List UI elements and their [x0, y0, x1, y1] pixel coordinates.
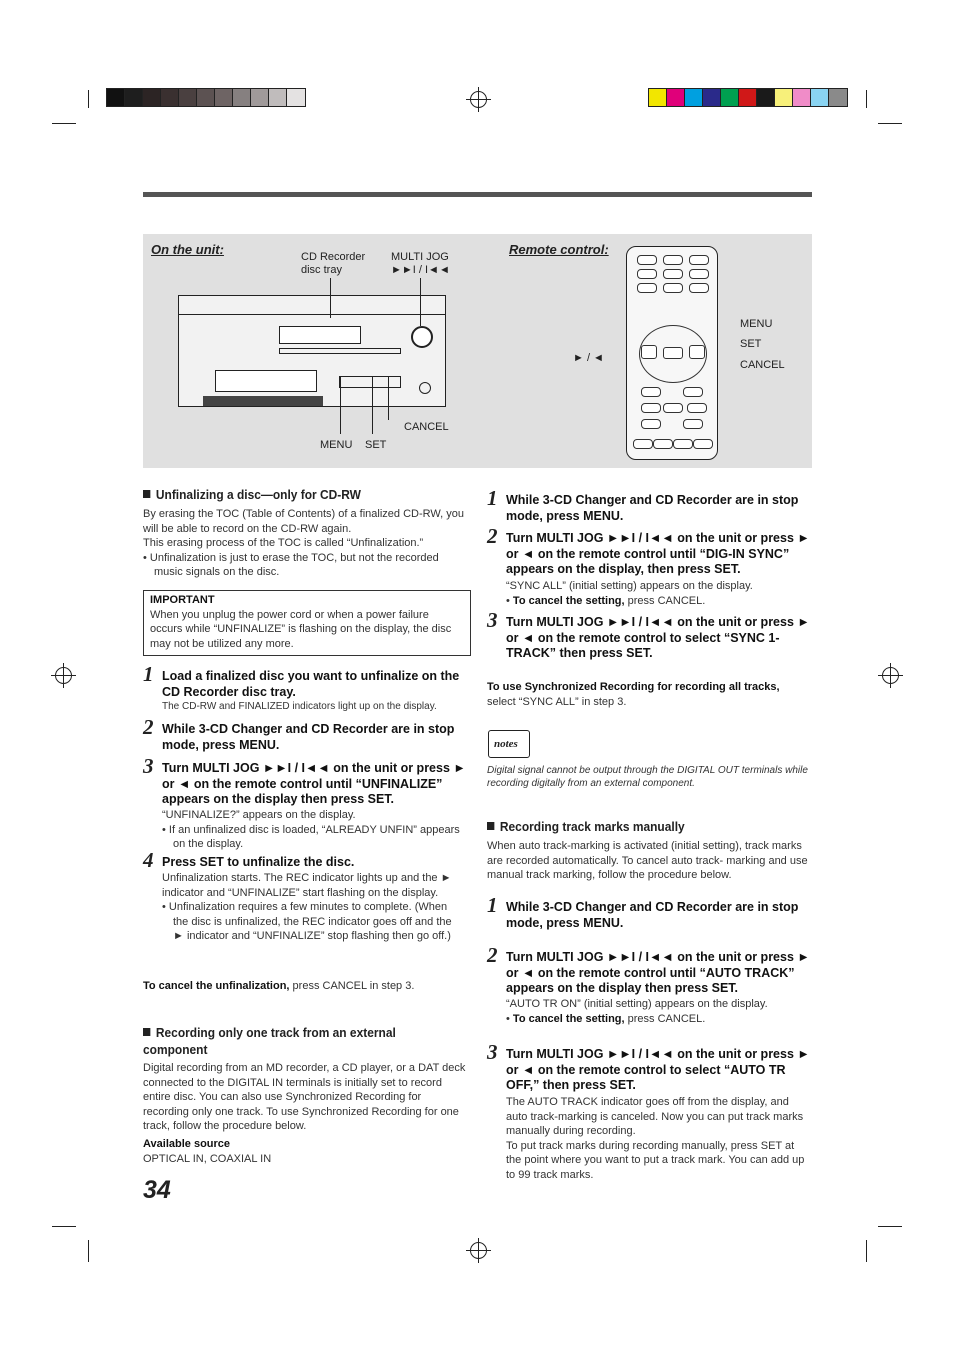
color-swatch [286, 88, 306, 107]
remote-header: Remote control: [509, 242, 609, 257]
remote-set-button [663, 347, 683, 359]
color-swatch [268, 88, 288, 107]
available-source: Available source OPTICAL IN, COAXIAL IN [143, 1138, 272, 1165]
label-set-unit: SET [365, 439, 387, 451]
sync-all-note: To use Synchronized Recording for recording all tracks, select “SYNC ALL” in step 3. [487, 681, 780, 708]
color-swatch [774, 88, 794, 107]
color-swatch [810, 88, 830, 107]
color-swatch [196, 88, 216, 107]
registration-mark [882, 667, 899, 684]
unfinalize-intro: By erasing the TOC (Table of Contents) of a finalized CD-RW, you will be able to record on the CD-RW again. This erasing process of the TOC is called “Unfinalization.” • Unfinalization is just to erase the TOC, but not the recorded music signals on the disc. [143, 508, 464, 578]
remote-button [663, 269, 683, 279]
section-track-marks-title: Recording track marks manually [487, 819, 685, 834]
step-note: “UNFINALIZE?” appears on the display. • If an unfinalized disc is loaded, “ALREADY UNFIN” appears on the display. [162, 809, 460, 850]
unit-header: On the unit: [151, 242, 224, 257]
color-swatch [738, 88, 758, 107]
remote-button [637, 255, 657, 265]
remote-button [673, 439, 693, 449]
remote-button [689, 283, 709, 293]
label-set-remote: SET [740, 338, 762, 350]
registration-mark [470, 91, 487, 108]
step-number: 4 [143, 848, 154, 872]
track-marks-intro: When auto track-marking is activated (initial setting), track marks are recorded automatically. To cancel auto track- marking and use manual track marking, follow the procedure below. [487, 840, 808, 881]
step-number: 3 [487, 608, 498, 632]
color-swatch [648, 88, 668, 107]
step-number: 3 [487, 1040, 498, 1064]
step-text: Turn MULTI JOG ►►I / I◄◄ on the unit or press ► or ◄ on the remote control until “DIG-IN SYNC” appears on the display, then press SET. [506, 531, 810, 576]
step-note: The CD-RW and FINALIZED indicators light up on the display. [162, 701, 437, 712]
crop-mark [52, 1226, 76, 1227]
step-number: 2 [487, 943, 498, 967]
registration-mark [470, 1242, 487, 1259]
color-swatch [160, 88, 180, 107]
unit-buttons [339, 376, 401, 388]
color-swatch [232, 88, 252, 107]
step-text: Turn MULTI JOG ►►I / I◄◄ on the unit or press ► or ◄ on the remote control until “UNFINALIZE” appears on the display then press SET. [162, 761, 466, 806]
remote-button [689, 255, 709, 265]
remote-button [641, 387, 661, 397]
leader-line [388, 376, 389, 420]
color-swatch [106, 88, 126, 107]
crop-mark [52, 123, 76, 124]
unit-lower-panel [215, 370, 317, 392]
color-swatch [250, 88, 270, 107]
label-cancel-unit: CANCEL [404, 421, 449, 433]
remote-left-button [641, 345, 657, 359]
remote-button [663, 255, 683, 265]
cd-unit-illustration [178, 295, 446, 407]
step-number: 3 [143, 754, 154, 778]
leader-line [420, 278, 421, 326]
step-text: Press SET to unfinalize the disc. [162, 855, 355, 869]
section-one-track-title: Recording only one track from an external component [143, 1025, 396, 1057]
step-note: “AUTO TR ON” (initial setting) appears on the display. • To cancel the setting, press CANCEL. [506, 998, 768, 1025]
step-text: Turn MULTI JOG ►►I / I◄◄ on the unit or press ► or ◄ on the remote control to select “SYNC 1-TRACK” then press SET. [506, 615, 810, 660]
power-knob [419, 382, 431, 394]
crop-mark [866, 1240, 867, 1262]
important-content: IMPORTANT When you unplug the power cord or when a power failure occurs while “UNFINALIZE” is flashing on the display, the disc may not be utilized any more. [150, 594, 452, 650]
remote-button [689, 269, 709, 279]
step-note: The AUTO TRACK indicator goes off from the display, and auto track-marking is canceled. Now you can put track marks manually during recording. To put track marks during recording manually, press SET at the point where you want to put a track mark. You can add up to 99 track marks. [506, 1096, 805, 1181]
remote-button [637, 283, 657, 293]
unit-display [279, 326, 361, 344]
remote-button [683, 419, 703, 429]
section-unfinalize-title: Unfinalizing a disc—only for CD-RW [143, 487, 361, 502]
remote-control-illustration [626, 246, 718, 460]
notes-label: notes [494, 738, 518, 750]
remote-button [641, 403, 661, 413]
color-swatch [756, 88, 776, 107]
crop-mark [88, 1240, 89, 1262]
step-number: 1 [143, 662, 154, 686]
unit-top-band [179, 314, 445, 315]
label-cd-recorder-tray: CD Recorder disc tray [301, 251, 366, 276]
notes-icon [488, 730, 530, 758]
color-swatch [684, 88, 704, 107]
label-cancel-remote: CANCEL [740, 359, 785, 371]
label-menu-remote: MENU [740, 318, 773, 330]
multi-jog-knob [411, 326, 433, 348]
step-text: Load a finalized disc you want to unfinalize on the CD Recorder disc tray. [162, 669, 460, 699]
crop-mark [878, 123, 902, 124]
label-menu-unit: MENU [320, 439, 353, 451]
color-swatch [178, 88, 198, 107]
remote-right-button [689, 345, 705, 359]
step-number: 2 [143, 715, 154, 739]
remote-button [641, 419, 661, 429]
remote-button [663, 283, 683, 293]
color-swatch [702, 88, 722, 107]
step-note: “SYNC ALL” (initial setting) appears on the display. • To cancel the setting, press CANCEL. [506, 580, 753, 607]
color-swatch [720, 88, 740, 107]
label-arrows-remote: ► / ◄ [573, 352, 604, 364]
step-note: Unfinalization starts. The REC indicator lights up and the ► indicator and “UNFINALIZE” start flashing on the display. • Unfinalization requires a few minutes to complete. (When the disc is unfinalized, the REC indicator goes off and the ► indicator and “UNFINALIZE” stop flashing then go off.) [162, 872, 452, 942]
color-swatch [828, 88, 848, 107]
remote-button [653, 439, 673, 449]
leader-line [372, 376, 373, 434]
cancel-unfinalization-note: To cancel the unfinalization, press CANCEL in step 3. [143, 980, 415, 992]
step-number: 2 [487, 524, 498, 548]
registration-mark [55, 667, 72, 684]
label-multi-jog: MULTI JOG ►►I / I◄◄ [391, 251, 450, 276]
crop-mark [88, 90, 89, 108]
crop-mark [878, 1226, 902, 1227]
unit-foot [203, 396, 323, 406]
remote-button [683, 387, 703, 397]
step-text: While 3-CD Changer and CD Recorder are in stop mode, press MENU. [506, 900, 799, 930]
color-swatch [124, 88, 144, 107]
color-swatch [666, 88, 686, 107]
header-rule [143, 192, 812, 197]
crop-mark [866, 90, 867, 108]
color-swatch [142, 88, 162, 107]
remote-button [687, 403, 707, 413]
step-text: Turn MULTI JOG ►►I / I◄◄ on the unit or press ► or ◄ on the remote control until “AUTO TRACK” appears on the display then press SET. [506, 950, 810, 995]
remote-button [663, 403, 683, 413]
color-swatch [792, 88, 812, 107]
step-text: Turn MULTI JOG ►►I / I◄◄ on the unit or press ► or ◄ on the remote control to select “AUTO TR OFF,” then press SET. [506, 1047, 810, 1092]
unit-tray-slot [279, 348, 401, 354]
step-text: While 3-CD Changer and CD Recorder are in stop mode, press MENU. [506, 493, 799, 523]
notes-text: Digital signal cannot be output through the DIGITAL OUT terminals while recording digitally from an external component. [487, 765, 808, 789]
step-text: While 3-CD Changer and CD Recorder are in stop mode, press MENU. [162, 722, 455, 752]
step-number: 1 [487, 486, 498, 510]
step-number: 1 [487, 893, 498, 917]
page-number: 34 [143, 1176, 171, 1204]
remote-button [637, 269, 657, 279]
leader-line [340, 376, 341, 434]
one-track-text: Digital recording from an MD recorder, a CD player, or a DAT deck connected to the DIGITAL IN terminals is initially set to record entire disc. You can also use Synchronized Recording for recording only one track. To use Synchronized Recording for one track, follow the procedure below. [143, 1062, 466, 1132]
leader-line [330, 278, 331, 318]
color-swatch [214, 88, 234, 107]
remote-button [693, 439, 713, 449]
remote-button [633, 439, 653, 449]
